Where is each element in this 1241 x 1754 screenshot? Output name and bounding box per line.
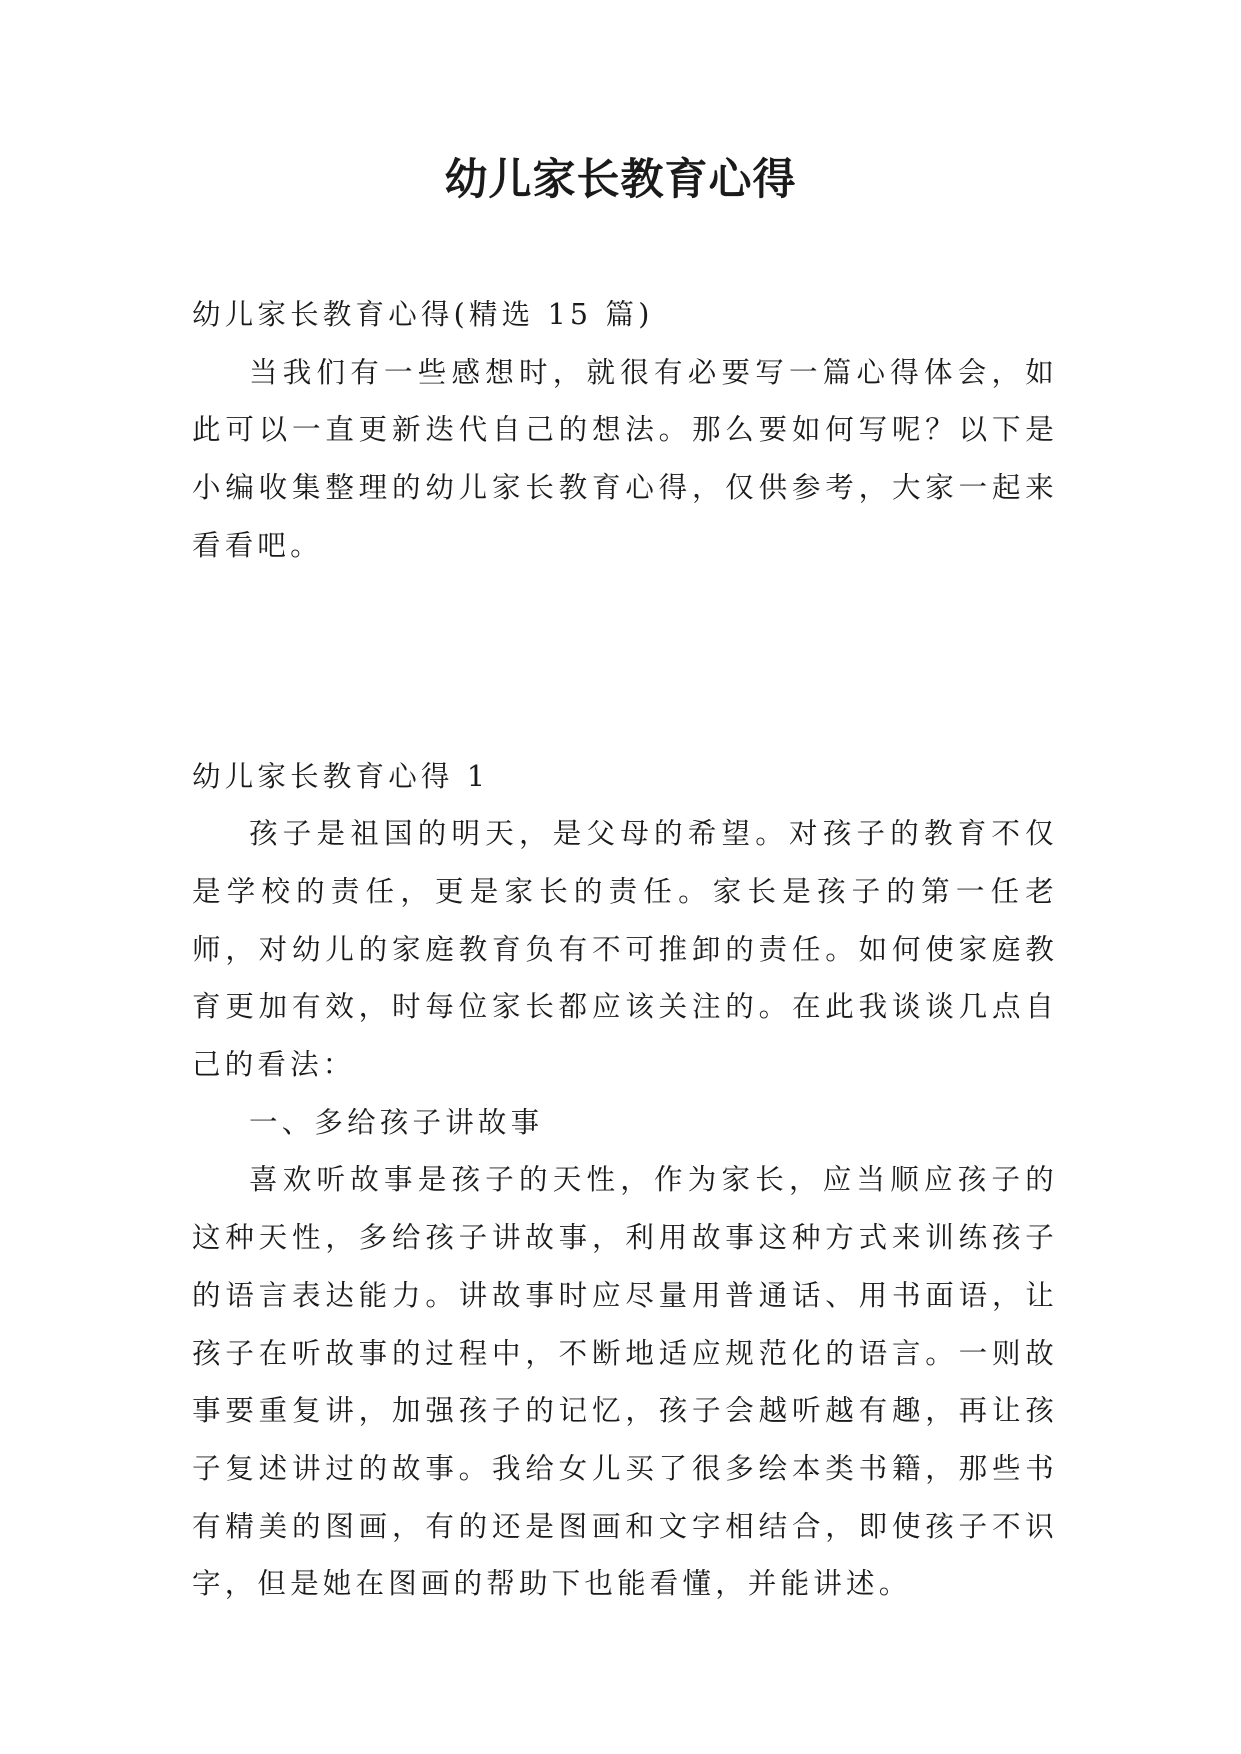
- intro-paragraph: 当我们有一些感想时，就很有必要写一篇心得体会，如此可以一直更新迭代自己的想法。那么要如何写呢？以下是小编收集整理的幼儿家长教育心得，仅供参考，大家一起来看看吧。: [192, 355, 1058, 562]
- section-heading: 幼儿家长教育心得 1: [192, 759, 490, 793]
- document-title: 幼儿家长教育心得: [444, 155, 797, 205]
- document-body: [192, 286, 1058, 1613]
- section-spacer: [192, 575, 1058, 748]
- section-paragraph: 喜欢听故事是孩子的天性，作为家长，应当顺应孩子的这种天性，多给孩子讲故事，利用故事这种方式来训练孩子的语言表达能力。讲故事时应尽量用普通话、用书面语，让孩子在听故事的过程中，不断地适应规范化的语言。一则故事要重复讲，加强孩子的记忆，孩子会越听越有趣，再让孩子复述讲过的故事。我给女儿买了很多绘本类书籍，那些书有精美的图画，有的还是图画和文字相结合，即使孩子不识字，但是她在图画的帮助下也能看懂，并能讲述。: [192, 1163, 1058, 1601]
- document-subtitle: 幼儿家长教育心得(精选 15 篇): [192, 298, 654, 331]
- section-paragraph: 孩子是祖国的明天，是父母的希望。对孩子的教育不仅是学校的责任，更是家长的责任。家长是孩子的第一任老师，对幼儿的家庭教育负有不可推卸的责任。如何使家庭教育更加有效，时每位家长都应该关注的。在此我谈谈几点自己的看法：: [192, 817, 1058, 1082]
- point-heading: 一、多给孩子讲故事: [249, 1105, 544, 1139]
